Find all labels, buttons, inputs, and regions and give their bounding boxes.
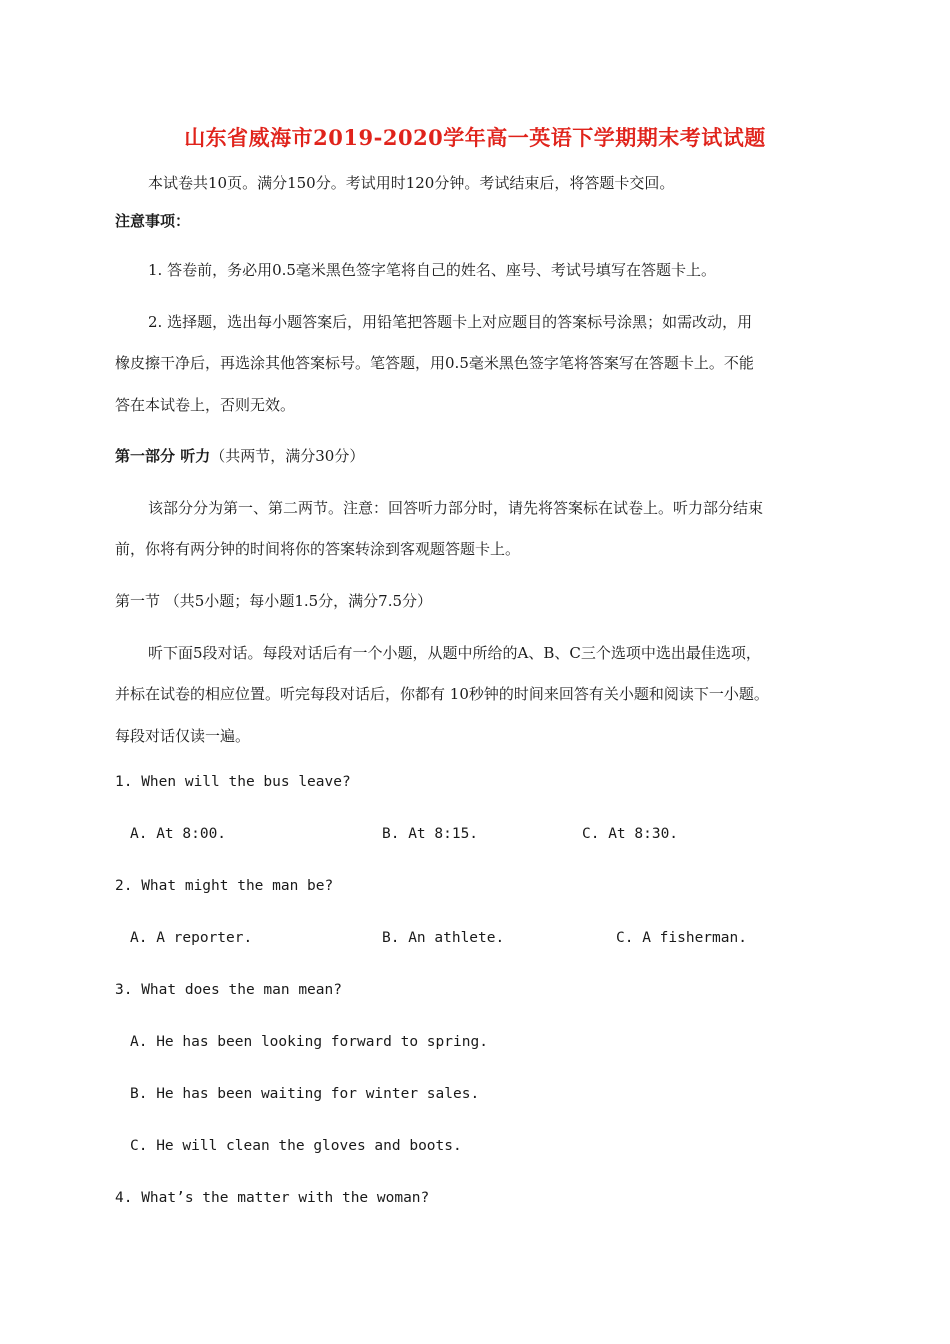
part1-heading: 第一部分 听力 xyxy=(115,447,211,465)
section1-desc-line-1: 听下面5段对话。每段对话后有一个小题，从题中所给的A、B、C三个选项中选出最佳选项， xyxy=(148,644,761,662)
question-3: 3. What does the man mean? xyxy=(115,982,342,998)
part1-subheading: （共两节，满分30分） xyxy=(210,447,365,465)
part1-desc-line-2: 前，你将有两分钟的时间将你的答案转涂到客观题答题卡上。 xyxy=(115,540,521,558)
q1-option-a: A. At 8:00. xyxy=(130,826,227,842)
q2-option-b: B. An athlete. xyxy=(382,930,505,946)
question-2: 2. What might the man be? xyxy=(115,878,334,894)
part1-desc-line-1: 该部分分为第一、第二两节。注意：回答听力部分时，请先将答案标在试卷上。听力部分结束 xyxy=(148,499,764,517)
part1-heading-row xyxy=(115,445,364,466)
q1-option-b: B. At 8:15. xyxy=(382,826,479,842)
note-2-line-3: 答在本试卷上，否则无效。 xyxy=(115,396,296,414)
q3-option-c: C. He will clean the gloves and boots. xyxy=(130,1138,462,1154)
intro-text: 本试卷共10页。满分150分。考试用时120分钟。考试结束后，将答题卡交回。 xyxy=(148,174,675,192)
q3-option-b: B. He has been waiting for winter sales. xyxy=(130,1086,480,1102)
note-1: 1. 答卷前，务必用0.5毫米黑色签字笔将自己的姓名、座号、考试号填写在答题卡上。 xyxy=(148,261,716,279)
q1-option-c: C. At 8:30. xyxy=(582,826,679,842)
question-1: 1. When will the bus leave? xyxy=(115,774,351,790)
question-4: 4. What’s the matter with the woman? xyxy=(115,1190,430,1206)
q2-option-c: C. A fisherman. xyxy=(616,930,747,946)
section1-desc-line-2: 并标在试卷的相应位置。听完每段对话后，你都有 10秒钟的时间来回答有关小题和阅读下一小题。 xyxy=(115,685,769,703)
notes-heading: 注意事项： xyxy=(115,212,191,230)
section1-desc-line-3: 每段对话仅读一遍。 xyxy=(115,727,251,745)
page-title: 山东省威海市2019-2020学年高一英语下学期期末考试试题 xyxy=(184,125,766,150)
note-2-line-1: 2. 选择题，选出每小题答案后，用铅笔把答题卡上对应题目的答案标号涂黑；如需改动，用 xyxy=(148,313,753,331)
q3-option-a: A. He has been looking forward to spring. xyxy=(130,1034,488,1050)
q2-option-a: A. A reporter. xyxy=(130,930,253,946)
section1-heading: 第一节 （共5小题；每小题1.5分，满分7.5分） xyxy=(115,592,433,610)
note-2-line-2: 橡皮擦干净后，再选涂其他答案标号。笔答题，用0.5毫米黑色签字笔将答案写在答题卡上。不能 xyxy=(115,354,754,372)
